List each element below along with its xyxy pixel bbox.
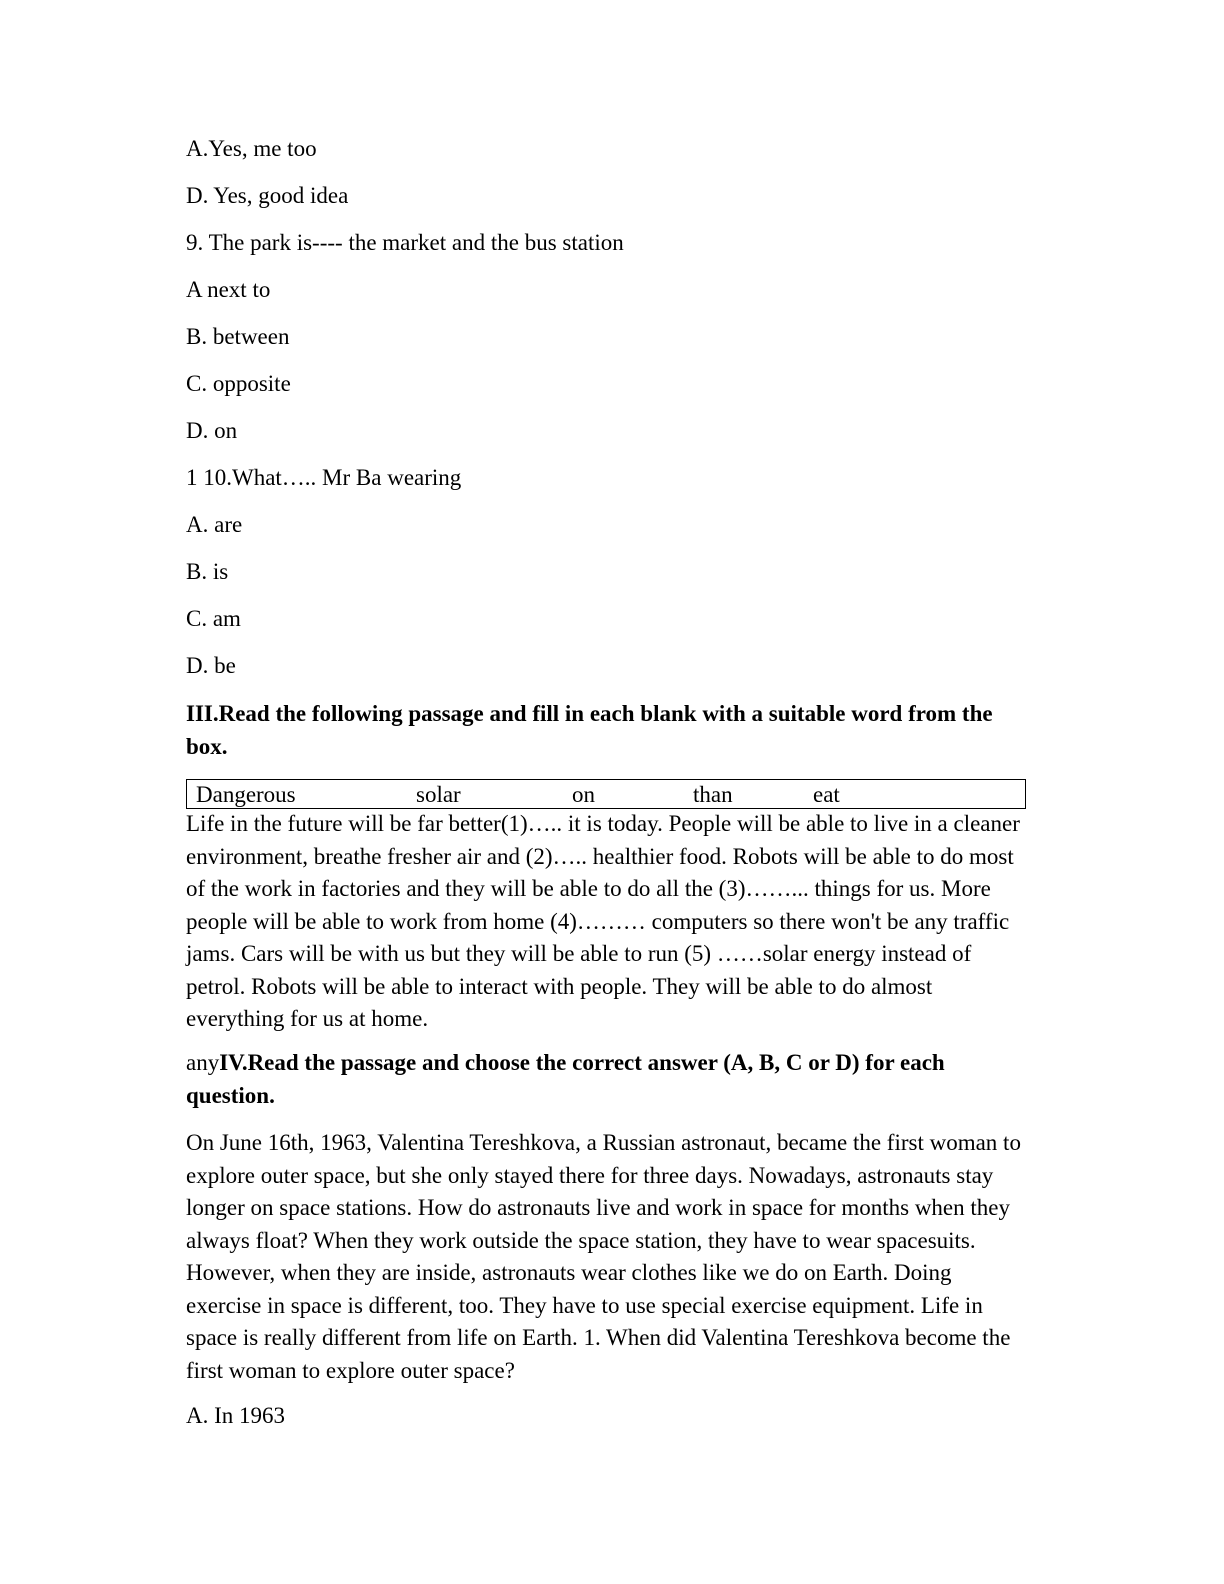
question-9-option-d: D. on: [186, 418, 238, 443]
heading-prefix: any: [186, 1050, 220, 1075]
section-4-heading-text: IV.Read the passage and choose the correct answer (A, B, C or D) for each question.: [186, 1050, 945, 1108]
word-box-item: on: [572, 782, 595, 807]
section-4-passage: On June 16th, 1963, Valentina Tereshkova, a Russian astronaut, became the first woman to explore outer space, but she only stayed there for three days. Nowadays, astronauts stay longer on space stations. How do astronauts live and work in space for months when they always float? When they work outside the space station, they have to wear spacesuits. However, when they are inside, astronauts wear clothes like we do on Earth. Doing exercise in space is different, too. They have to use special exercise equipment. Life in space is really different from life on Earth. 1. When did Valentina Tereshkova become the first woman to explore outer space?: [186, 1130, 1021, 1383]
question-9-option-c: C. opposite: [186, 371, 291, 396]
word-box-item: Dangerous: [196, 782, 296, 807]
word-box-item: than: [693, 782, 733, 807]
option-line: D. Yes, good idea: [186, 183, 349, 208]
document-page: [186, 0, 1026, 1584]
question-10-option-d: D. be: [186, 653, 236, 678]
question-9-option-b: B. between: [186, 324, 290, 349]
question-10-option-a: A. are: [186, 512, 243, 537]
word-box: [186, 779, 1026, 809]
word-box-item: solar: [416, 782, 461, 807]
question-9-option-a: A next to: [186, 277, 271, 302]
section-3-passage: Life in the future will be far better(1)….. it is today. People will be able to live in a cleaner environment, breathe fresher air and (2)….. healthier food. Robots will be able to do most of the work in factories and they will be able to do all the (3)……... things for us. More people will be able to work from home (4)……… computers so there won't be any traffic jams. Cars will be with us but they will be able to run (5) ……solar energy instead of petrol. Robots will be able to interact with people. They will be able to do almost everything for us at home.: [186, 811, 1020, 1031]
word-box-item: eat: [813, 782, 840, 807]
section-3-heading: III.Read the following passage and fill in each blank with a suitable word from the box.: [186, 701, 993, 759]
question-10-option-b: B. is: [186, 559, 229, 584]
question-10-option-c: C. am: [186, 606, 241, 631]
answer-option-a: A. In 1963: [186, 1403, 286, 1428]
option-line: A.Yes, me too: [186, 136, 317, 161]
question-9: 9. The park is---- the market and the bus station: [186, 230, 624, 255]
section-4-heading: [186, 1047, 1026, 1112]
question-10: 1 10.What….. Mr Ba wearing: [186, 465, 462, 490]
